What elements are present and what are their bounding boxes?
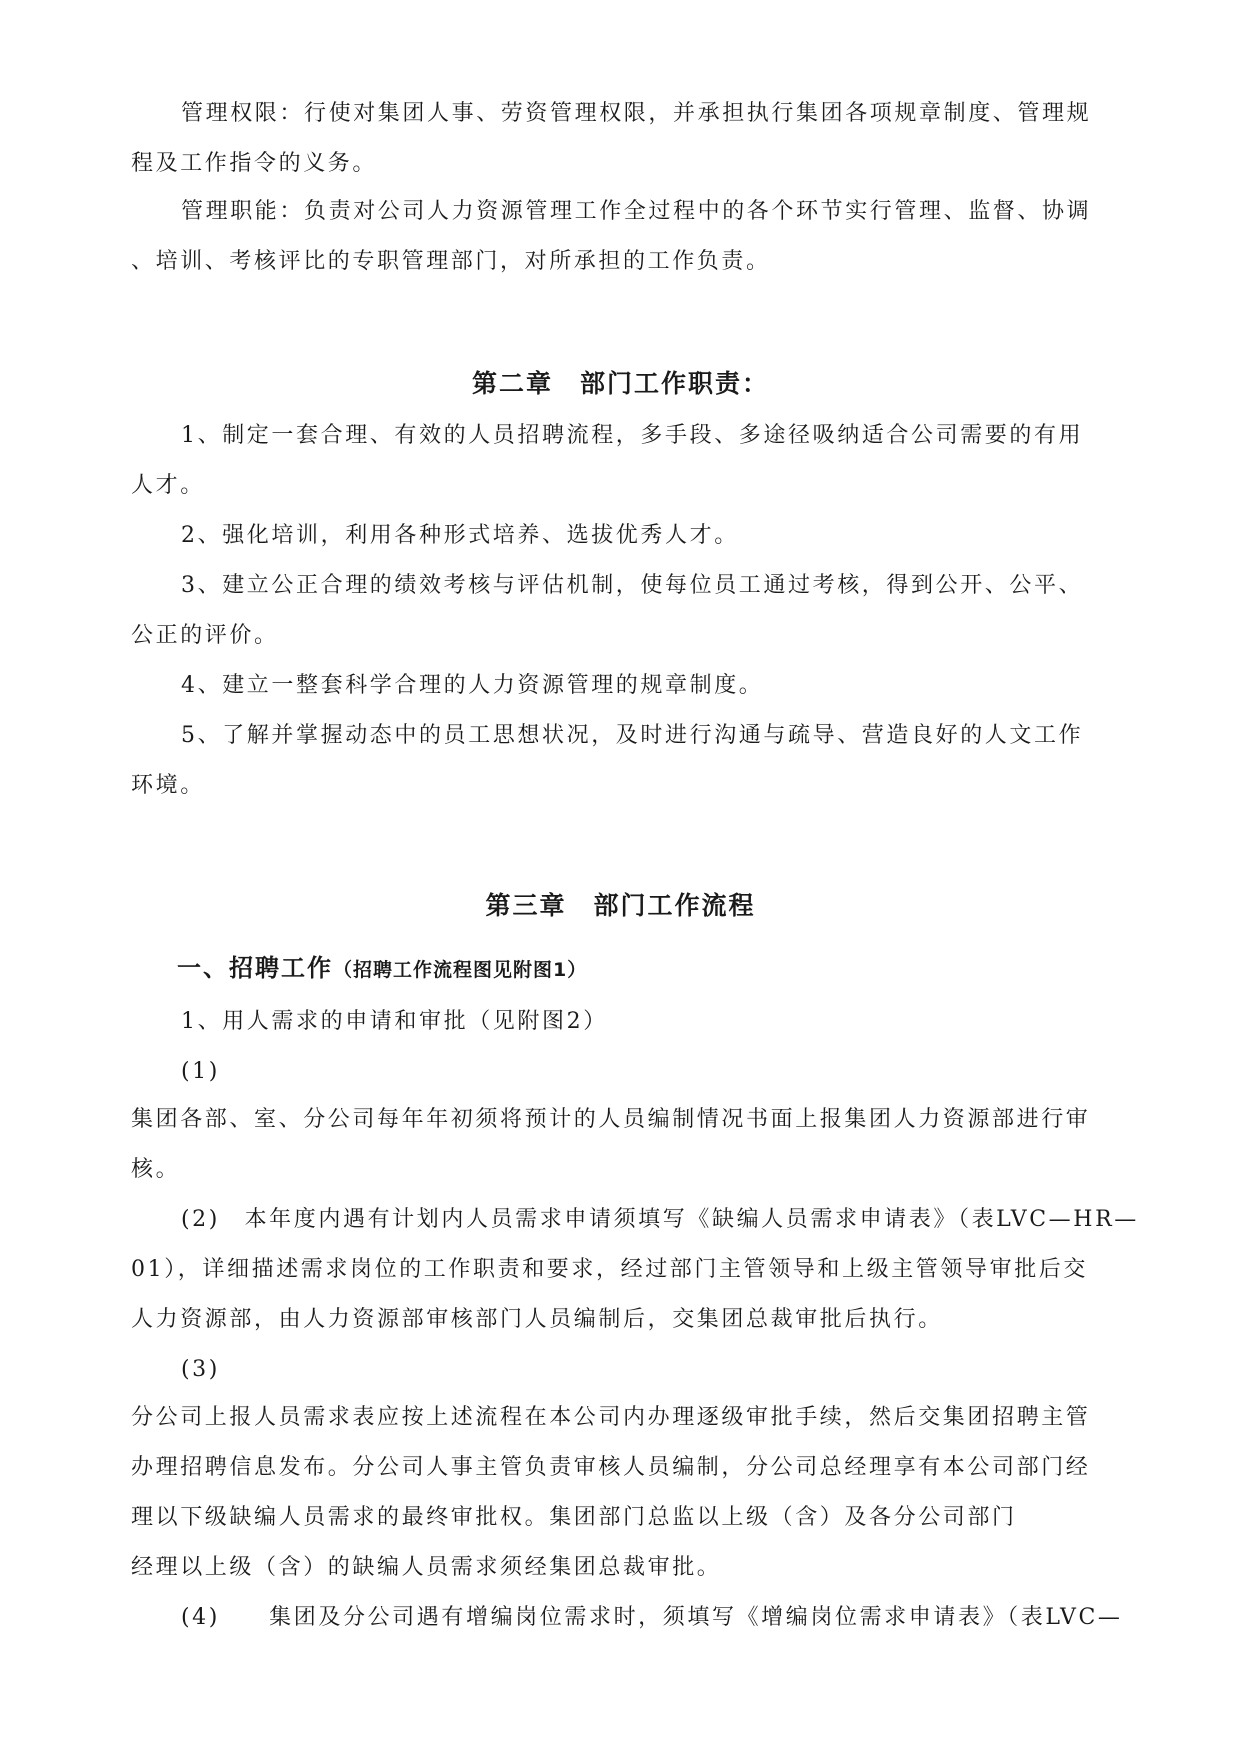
section-subtitle: （招聘工作流程图见附图1） — [333, 959, 588, 981]
paragraph-line: 分公司上报人员需求表应按上述流程在本公司内办理逐级审批手续，然后交集团招聘主管 — [131, 1405, 1091, 1430]
section-title: 一、招聘工作 — [177, 954, 333, 982]
duty-item: 2、强化培训，利用各种形式培养、选拔优秀人才。 — [181, 523, 739, 548]
paragraph-line: 管理权限：行使对集团人事、劳资管理权限，并承担执行集团各项规章制度、管理规 — [181, 101, 1092, 126]
paragraph-line: 公正的评价。 — [131, 623, 279, 648]
subsection-title: 1、用人需求的申请和审批（见附图2） — [181, 1009, 608, 1034]
paragraph-line: 人才。 — [131, 473, 205, 498]
paragraph-line: 、培训、考核评比的专职管理部门，对所承担的工作负责。 — [131, 249, 771, 274]
chapter-2-title: 第二章 部门工作职责： — [471, 369, 769, 398]
duty-item: 4、建立一整套科学合理的人力资源管理的规章制度。 — [181, 673, 764, 698]
paragraph-line: 程及工作指令的义务。 — [131, 151, 378, 176]
paragraph-line: 集团各部、室、分公司每年年初须将预计的人员编制情况书面上报集团人力资源部进行审 — [131, 1107, 1091, 1132]
duty-item: 5、了解并掌握动态中的员工思想状况，及时进行沟通与疏导、营造良好的人文工作 — [181, 723, 1084, 748]
paragraph-number: (1) — [181, 1059, 220, 1084]
paragraph-line: 管理职能：负责对公司人力资源管理工作全过程中的各个环节实行管理、监督、协调 — [181, 199, 1092, 224]
chapter-3-title: 第三章 部门工作流程 — [485, 891, 756, 920]
paragraph-line: 人力资源部，由人力资源部审核部门人员编制后，交集团总裁审批后执行。 — [131, 1307, 943, 1332]
paragraph-number: (3) — [181, 1357, 220, 1382]
paragraph-line: 办理招聘信息发布。分公司人事主管负责审核人员编制，分公司总经理享有本公司部门经 — [131, 1455, 1091, 1480]
duty-item: 1、制定一套合理、有效的人员招聘流程，多手段、多途径吸纳适合公司需要的有用 — [181, 423, 1084, 448]
paragraph-line: 经理以上级（含）的缺编人员需求须经集团总裁审批。 — [131, 1555, 722, 1580]
paragraph-line: 01），详细描述需求岗位的工作职责和要求，经过部门主管领导和上级主管领导审批后交 — [131, 1257, 1088, 1282]
paragraph-line: (2) 本年度内遇有计划内人员需求申请须填写《缺编人员需求申请表》（表LVC—HR— — [181, 1207, 1139, 1232]
paragraph-line: (4) 集团及分公司遇有增编岗位需求时，须填写《增编岗位需求申请表》（表LVC— — [181, 1605, 1123, 1630]
section-heading — [177, 952, 587, 986]
paragraph-line: 环境。 — [131, 773, 205, 798]
paragraph-line: 理以下级缺编人员需求的最终审批权。集团部门总监以上级（含）及各分公司部门 — [131, 1505, 1017, 1530]
duty-item: 3、建立公正合理的绩效考核与评估机制，使每位员工通过考核，得到公开、公平、 — [181, 573, 1084, 598]
paragraph-line: 核。 — [131, 1157, 181, 1182]
